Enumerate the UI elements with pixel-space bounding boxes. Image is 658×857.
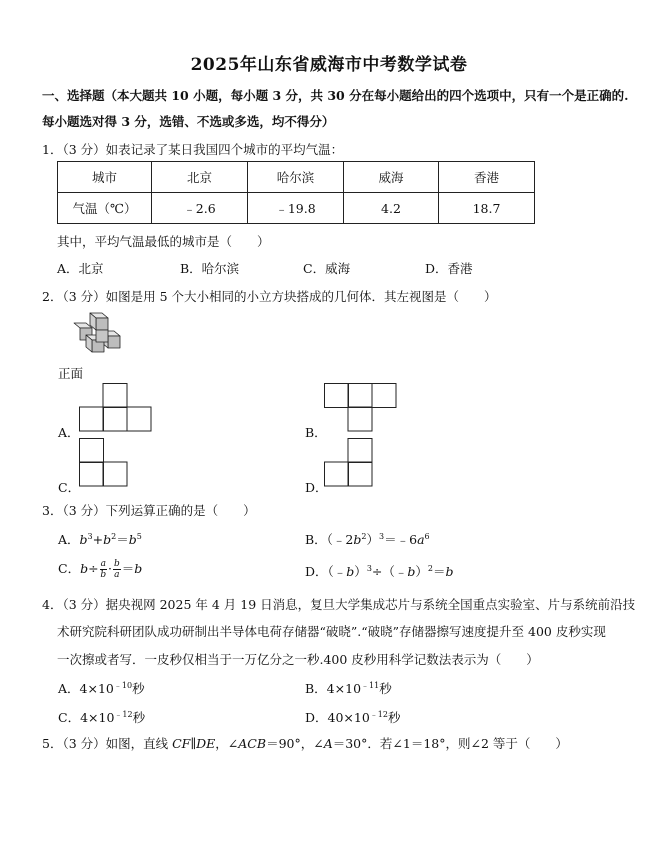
q2-option-d-label: D． [305, 480, 328, 495]
math-exp: 2 [361, 532, 367, 541]
q1-option-b: B．哈尔滨 [180, 261, 240, 276]
math-exp: 2 [111, 532, 117, 541]
q5-line-de: DE [196, 736, 216, 751]
table-cell: ﹣2.6 [152, 193, 248, 224]
q2-stem: 2．（3 分）如图是用 5 个大小相同的小立方块搭成的几何体．其左视图是（ ） [42, 289, 497, 304]
math-var: b [407, 564, 416, 579]
table-cell: 香港 [439, 162, 535, 193]
table-cell: 威海 [344, 162, 439, 193]
q5-tail: ＝30°．若∠1＝18°，则∠2 等于（ ） [332, 736, 568, 751]
math-op: ） [354, 564, 367, 579]
q1-option-c: C．威海 [303, 261, 351, 276]
q1-option-d: D．香港 [425, 261, 473, 276]
cube-solid-figure [68, 309, 130, 361]
table-cell: 哈尔滨 [248, 162, 344, 193]
math-var: b [353, 532, 362, 547]
q4-option-b [305, 679, 392, 697]
table-cell: 气温（℃） [58, 193, 152, 224]
math-var: b [128, 532, 137, 547]
q4-opt-exp: ﹣10 [113, 681, 133, 690]
math-exp: 2 [427, 564, 434, 573]
q3-option-d [305, 562, 454, 580]
q2-option-b-label: B． [305, 425, 327, 440]
table-cell: ﹣19.8 [248, 193, 344, 224]
frac-den: a [114, 570, 120, 580]
q5-angle-a: A [323, 736, 333, 751]
q3-c-label: C． [58, 561, 81, 576]
q4-opt-exp: ﹣11 [361, 681, 380, 690]
q3-b-label: B．（﹣2 [305, 532, 354, 547]
q1-option-a: A．北京 [57, 261, 104, 276]
table-cell: 北京 [152, 162, 248, 193]
q5-mid2: ＝90°，∠ [266, 736, 324, 751]
math-exp: 5 [136, 532, 142, 541]
math-var: b [80, 561, 89, 576]
q2-option-b-figure[interactable] [324, 383, 397, 432]
table-cell: 4.2 [344, 193, 439, 224]
q2-option-a-label: A． [58, 425, 80, 440]
q5-stem [42, 734, 568, 752]
fraction-a-over-b [100, 559, 107, 580]
math-exp: 3 [379, 532, 385, 541]
q2-option-d-figure[interactable] [324, 438, 373, 487]
q4-line2: 术研究院科研团队成功研制出半导体电荷存储器“破晓”.“破晓”存储器擦写速度提升至 400 皮秒实现 [57, 624, 606, 639]
q3-option-c [58, 559, 142, 580]
math-var: b [134, 561, 143, 576]
q4-line1: 4．（3 分）据央视网 2025 年 4 月 19 日消息，复旦大学集成芯片与系统全国重点实验室、片与系统前沿技 [42, 597, 636, 612]
math-var: b [79, 532, 88, 547]
q4-option-a [58, 679, 145, 697]
math-exp: 6 [424, 532, 430, 541]
math-exp: 3 [366, 564, 372, 573]
q3-option-a [58, 530, 142, 548]
q4-option-d [305, 708, 401, 726]
q4-opt-label: C．4×10 [58, 710, 115, 725]
math-op: ＝ [433, 564, 446, 579]
q1-temperature-table [57, 161, 535, 224]
q5-angle-acb: ACB [238, 736, 267, 751]
math-op: ） [415, 564, 428, 579]
math-var: a [417, 532, 425, 547]
q4-line3: 一次擦或者写．一皮秒仅相当于一万亿分之一秒.400 皮秒用科学记数法表示为（ ） [57, 652, 539, 667]
front-label: 正面 [58, 366, 84, 381]
q4-opt-label: A．4×10 [58, 681, 114, 696]
math-var: b [445, 564, 454, 579]
q4-opt-exp: ﹣12 [114, 710, 133, 719]
q3-a-label: A． [58, 532, 80, 547]
frac-num: a [100, 559, 106, 569]
q4-opt-unit: 秒 [132, 681, 145, 696]
fraction-b-over-a [113, 559, 121, 580]
q3-d-label: D．（﹣ [305, 564, 347, 579]
q4-opt-unit: 秒 [388, 710, 401, 725]
q5-mid1: ，∠ [215, 736, 239, 751]
frac-den: b [100, 570, 107, 580]
q4-opt-label: B．4×10 [305, 681, 362, 696]
math-op: ＝ [116, 532, 129, 547]
math-op: ÷（﹣ [371, 564, 408, 579]
math-op: · [107, 561, 112, 576]
q3-option-b [305, 530, 430, 548]
q4-option-c [58, 708, 145, 726]
q4-opt-unit: 秒 [379, 681, 392, 696]
math-op: ÷ [88, 561, 99, 576]
q2-option-a-figure[interactable] [79, 383, 152, 432]
table-row [58, 193, 535, 224]
math-exp: 3 [87, 532, 93, 541]
table-cell: 18.7 [439, 193, 535, 224]
math-op: ＝﹣6 [384, 532, 418, 547]
q4-opt-label: D．40×10 [305, 710, 370, 725]
page-title: 2025年山东省威海市中考数学试卷 [190, 55, 468, 75]
frac-num: b [113, 559, 120, 569]
q1-stem: 1．（3 分）如表记录了某日我国四个城市的平均气温： [42, 142, 344, 157]
table-cell: 城市 [58, 162, 152, 193]
q3-stem: 3．（3 分）下列运算正确的是（ ） [42, 503, 256, 518]
section-heading-line2: 每小题选对得 3 分，选错、不选或多选，均不得分） [42, 114, 335, 129]
q4-opt-exp: ﹣12 [369, 710, 388, 719]
section-heading-line1: 一、选择题（本大题共 10 小题，每小题 3 分，共 30 分在每小题给出的四个选项中，只有一个是正确的. [42, 88, 629, 103]
math-op: ＝ [121, 561, 135, 576]
q4-opt-unit: 秒 [132, 710, 146, 725]
q1-question: 其中，平均气温最低的城市是（ ） [57, 234, 270, 249]
q5-parallel: ∥ [190, 736, 197, 751]
math-var: b [103, 532, 112, 547]
math-var: b [346, 564, 355, 579]
math-op: + [92, 532, 104, 547]
table-row [58, 162, 535, 193]
q5-pre: 5．（3 分）如图，直线 [42, 736, 173, 751]
math-op: ） [366, 532, 380, 547]
q2-option-c-label: C． [58, 480, 81, 495]
q5-line-cf: CF [172, 736, 191, 751]
q2-option-c-figure[interactable] [79, 438, 128, 487]
